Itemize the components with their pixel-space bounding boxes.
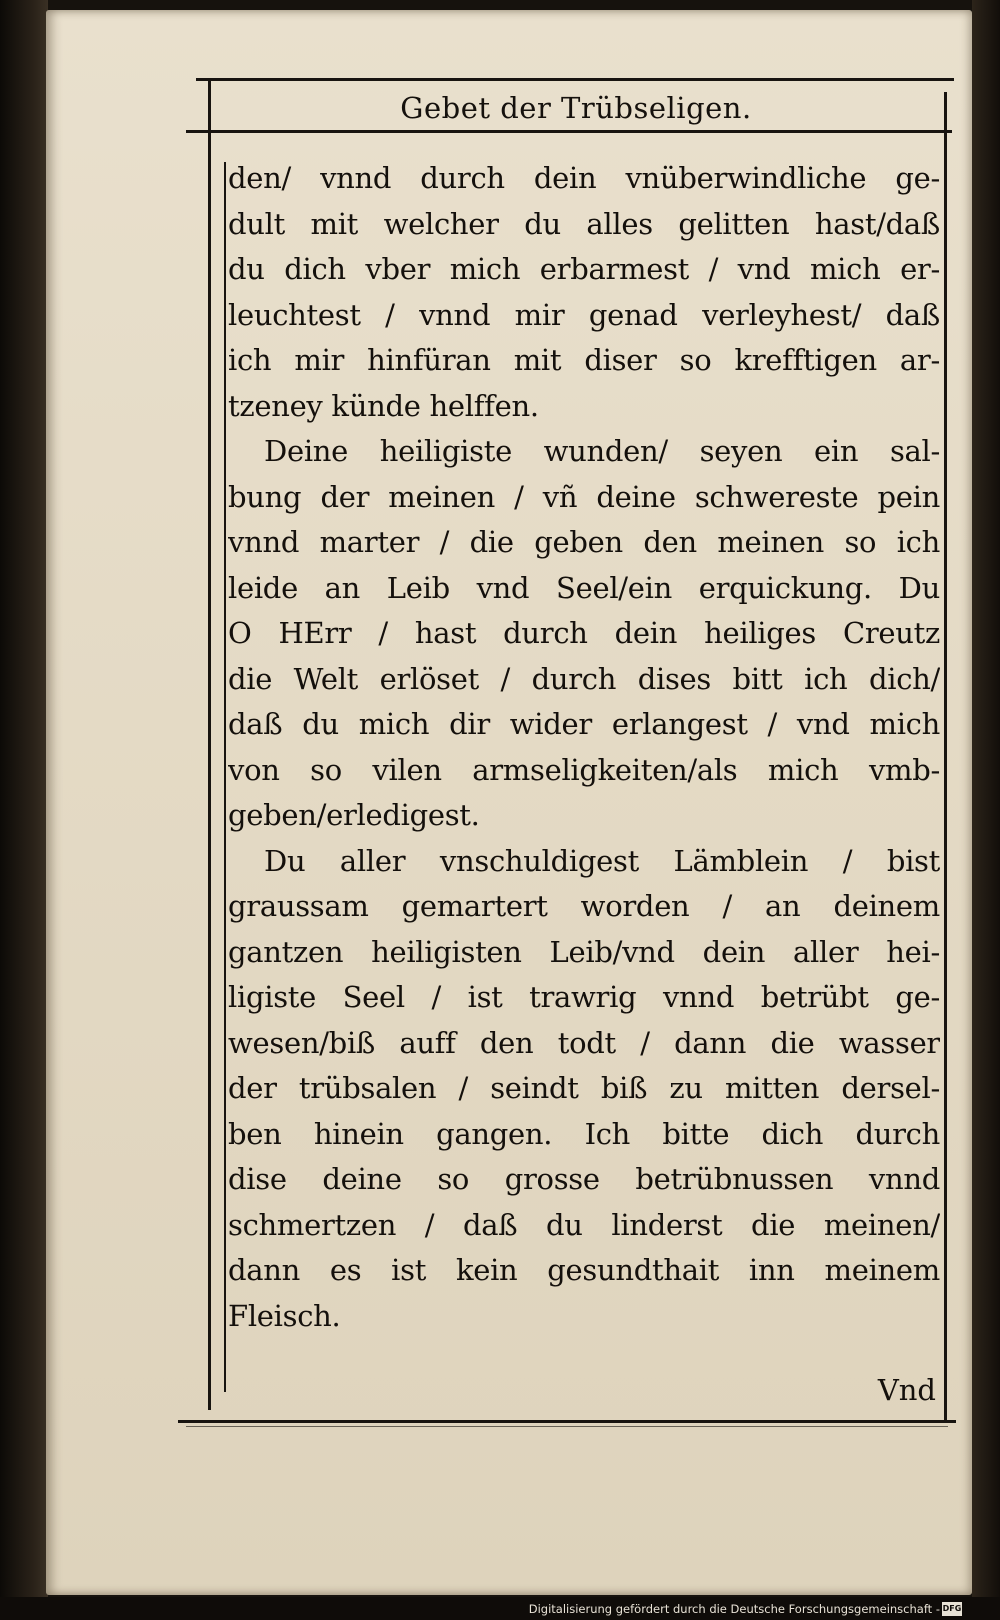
text-line: daß du mich dir wider erlangest / vnd mich (228, 707, 940, 741)
text-line: graussam gemartert worden / an deinem (228, 889, 940, 923)
text-line: dult mit welcher du alles gelitten hast/daß (228, 206, 940, 241)
text-line: der trübsalen / seindt biß zu mitten dersel- (228, 1071, 940, 1105)
text-line: gantzen heiligisten Leib/vnd dein aller hei- (228, 934, 940, 969)
scan-background-right (972, 0, 1000, 1620)
text-line: ich mir hinfüran mit diser so krefftigen ar- (228, 343, 940, 377)
text-line: O HErr / hast durch dein heiliges Creutz (228, 616, 940, 650)
funding-credit: Digitalisierung gefördert durch die Deutsche Forschungsgemeinschaft - (528, 1602, 940, 1616)
text-line: von so vilen armseligkeiten/als mich vmb- (228, 752, 940, 787)
text-line: den/ vnnd durch dein vnüberwindliche ge- (228, 161, 940, 195)
frame-rule-left (208, 80, 211, 1410)
frame-rule-right (944, 92, 947, 1422)
frame-rule-bottom-thin (186, 1426, 948, 1427)
frame-rule-bottom (178, 1420, 956, 1423)
header-rule-top (196, 78, 954, 81)
book-page (46, 10, 972, 1595)
text-line: dise deine so grosse betrübnussen vnnd (228, 1162, 940, 1196)
frame-rule-left-inner (224, 162, 226, 1392)
text-line: Fleisch. (228, 1298, 341, 1333)
text-line: ligiste Seel / ist trawrig vnnd betrübt ge- (228, 980, 940, 1014)
text-line: leide an Leib vnd Seel/ein erquickung. Du (228, 570, 940, 605)
text-line: die Welt erlöset / durch dises bitt ich dich/ (228, 661, 940, 696)
text-line: tzeney künde helffen. (228, 388, 539, 423)
text-line: ben hinein gangen. Ich bitte dich durch (228, 1116, 940, 1151)
paragraph-start-line: Du aller vnschuldigest Lämblein / bist (264, 843, 940, 878)
text-line: bung der meinen / vñ deine schwereste pein (228, 479, 940, 514)
text-line: geben/erledigest. (228, 798, 480, 832)
text-line: schmertzen / daß du linderst die meinen/ (228, 1207, 940, 1242)
dfg-logo: DFG (942, 1602, 962, 1616)
text-line: dann es ist kein gesundthait inn meinem (228, 1253, 940, 1287)
text-line: vnnd marter / die geben den meinen so ich (228, 525, 940, 559)
paragraph-start-line: Deine heiligiste wunden/ seyen ein sal- (264, 434, 940, 468)
body-text (228, 156, 940, 1339)
header-rule-bottom (186, 130, 952, 133)
text-line: wesen/biß auff den todt / dann die wasser (228, 1025, 940, 1060)
text-line: du dich vber mich erbarmest / vnd mich er- (228, 252, 940, 286)
scan-background-left (0, 0, 48, 1620)
running-head: Gebet der Trübseligen. (400, 91, 752, 125)
catchword: Vnd (877, 1373, 936, 1407)
text-line: leuchtest / vnnd mir genad verleyhest/ daß (228, 297, 940, 332)
